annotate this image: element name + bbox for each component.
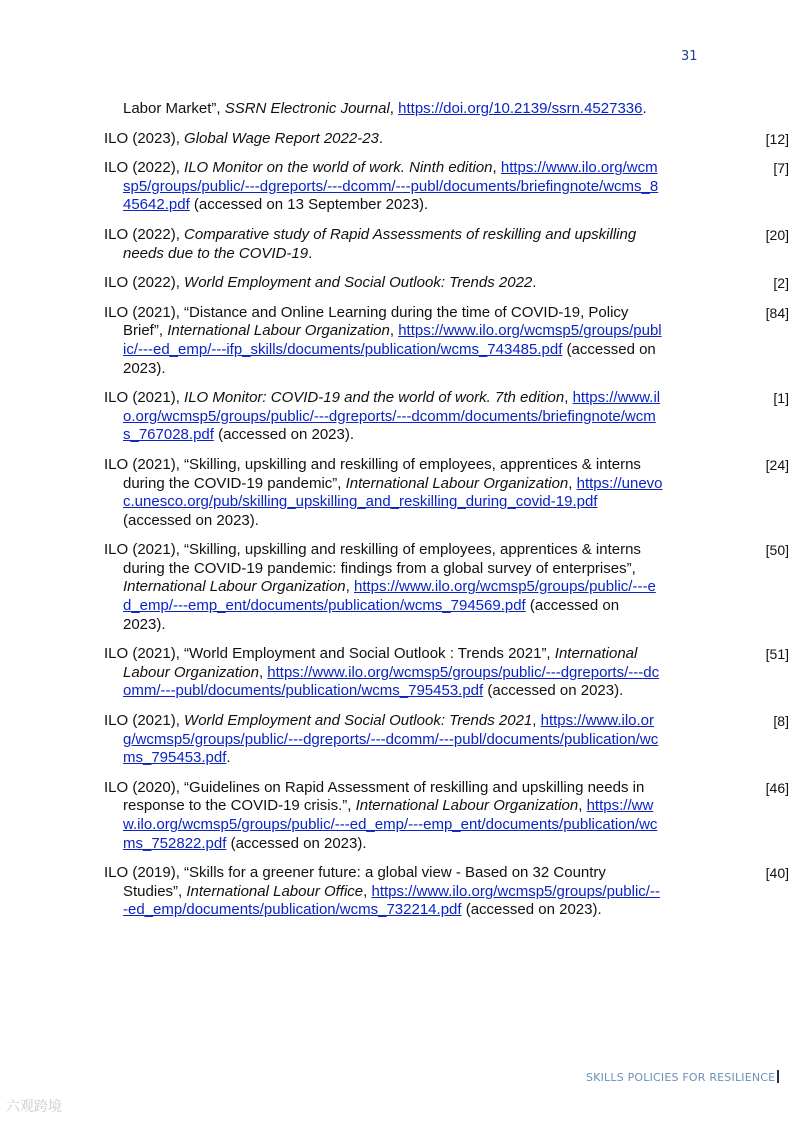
- reference-title: World Employment and Social Outlook: Trends 2022: [184, 274, 533, 292]
- running-footer: [586, 1070, 779, 1084]
- reference-title: International Labour Office: [186, 882, 364, 900]
- reference-number: [51]: [765, 646, 789, 663]
- reference-number: [84]: [765, 304, 789, 321]
- reference-link[interactable]: https://www.ilo.org/wcmsp5/groups/public/---dgreports/---dcomm/documents/briefingnote/wcms_767028.pdf: [123, 389, 661, 444]
- reference-number: [24]: [765, 456, 789, 473]
- reference-number: [8]: [773, 713, 789, 730]
- reference-link[interactable]: https://doi.org/10.2139/ssrn.4527336: [398, 100, 643, 117]
- footer-text: SKILLS POLICIES FOR RESILIENCE: [586, 1071, 776, 1084]
- watermark: [6, 1096, 62, 1116]
- reference-number: [20]: [765, 226, 789, 243]
- reference-title: World Employment and Social Outlook: Trends 2021: [184, 712, 533, 730]
- reference-title: International Labour Organization: [123, 578, 346, 596]
- reference-title: Comparative study of Rapid Assessments of reskilling and upskilling needs due to the COVID-19: [123, 225, 637, 262]
- reference-number: [1]: [773, 390, 789, 407]
- reference-item: ILO (2021), “Skilling, upskilling and reskilling of employees, apprentices & interns during the COVID-19 pandemic: findings from a global survey of enterprises”, International Labour Organization, https://www.ilo.org/wcmsp5/groups/public/---ed_emp/---emp_ent/documents/publication/wcms_794569.pdf (accessed on 2023). [50]: [104, 541, 789, 633]
- reference-title: Global Wage Report 2022-23: [184, 129, 379, 147]
- reference-item: ILO (2022), World Employment and Social Outlook: Trends 2022. [2]: [104, 274, 789, 292]
- reference-link[interactable]: https://www.ilo.org/wcmsp5/groups/public/---dgreports/---dcomm/---publ/documents/briefingnote/wcms_845642.pdf: [123, 159, 659, 214]
- reference-link[interactable]: https://www.ilo.org/wcmsp5/groups/public/---ed_emp/---emp_ent/documents/publication/wcms_794569.pdf: [123, 578, 656, 615]
- reference-number: [46]: [765, 779, 789, 796]
- reference-item: ILO (2021), World Employment and Social Outlook: Trends 2021, https://www.ilo.org/wcmsp5/groups/public/---dgreports/---dcomm/---publ/documents/publication/wcms_795453.pdf. [8]: [104, 712, 789, 767]
- reference-title: SSRN Electronic Journal: [224, 100, 390, 117]
- reference-link[interactable]: https://www.ilo.org/wcmsp5/groups/public/---ed_emp/---emp_ent/documents/publication/wcms_752822.pdf: [123, 797, 658, 852]
- reference-link[interactable]: https://www.ilo.org/wcmsp5/groups/public/---ed_emp/documents/publication/wcms_732214.pdf: [123, 882, 660, 919]
- reference-number: [7]: [773, 160, 789, 177]
- reference-title: International Labour Organization: [355, 797, 579, 815]
- reference-link[interactable]: https://www.ilo.org/wcmsp5/groups/public/---dgreports/---dcomm/---publ/documents/publication/wcms_795453.pdf: [123, 663, 660, 700]
- reference-number: [2]: [773, 275, 789, 292]
- reference-link[interactable]: https://www.ilo.org/wcmsp5/groups/public/---ed_emp/---ifp_skills/documents/publication/wcms_743485.pdf: [123, 322, 662, 358]
- reference-item: ILO (2019), “Skills for a greener future: a global view - Based on 32 Country Studies”, International Labour Office, https://www.ilo.org/wcmsp5/groups/public/---ed_emp/documents/publication/wcms_732214.pdf (accessed on 2023). [40]: [104, 864, 789, 919]
- reference-number: [40]: [765, 865, 789, 882]
- reference-list: [104, 100, 789, 931]
- reference-title: International Labour Organization: [123, 645, 638, 681]
- reference-number: [50]: [765, 542, 789, 559]
- reference-link[interactable]: https://www.ilo.org/wcmsp5/groups/public/---dgreports/---dcomm/---publ/documents/publication/wcms_795453.pdf: [123, 712, 659, 767]
- page-number: 31: [681, 49, 698, 64]
- reference-item: Labor Market”, SSRN Electronic Journal, https://doi.org/10.2139/ssrn.4527336.: [123, 100, 647, 117]
- reference-item: ILO (2021), ILO Monitor: COVID-19 and the world of work. 7th edition, https://www.ilo.org/wcmsp5/groups/public/---dgreports/---dcomm/documents/briefingnote/wcms_767028.pdf (accessed on 2023). [1]: [104, 389, 789, 444]
- watermark-text: 六观跨境: [6, 1099, 62, 1115]
- reference-title: International Labour Organization: [345, 474, 569, 492]
- footer-bar: [777, 1070, 779, 1083]
- reference-item: ILO (2021), “Skilling, upskilling and reskilling of employees, apprentices & interns during the COVID-19 pandemic”, International Labour Organization, https://unevoc.unesco.org/pub/skilling_upskilling_and_reskilling_during_covid-19.pdf (accessed on 2023). [24]: [104, 455, 789, 529]
- reference-number: [12]: [765, 130, 789, 147]
- reference-title: ILO Monitor on the world of work. Ninth edition: [184, 159, 493, 177]
- reference-title: ILO Monitor: COVID-19 and the world of work. 7th edition: [184, 389, 565, 407]
- reference-item: ILO (2021), “World Employment and Social Outlook : Trends 2021”, International Labour Organization, https://www.ilo.org/wcmsp5/groups/public/---dgreports/---dcomm/---publ/documents/publication/wcms_795453.pdf (accessed on 2023). [51]: [104, 645, 789, 700]
- reference-item: ILO (2022), Comparative study of Rapid Assessments of reskilling and upskilling needs due to the COVID-19. [20]: [104, 225, 789, 262]
- reference-link[interactable]: https://unevoc.unesco.org/pub/skilling_upskilling_and_reskilling_during_covid-19.pdf: [123, 474, 663, 511]
- reference-title: International Labour Organization: [167, 322, 390, 340]
- reference-item: ILO (2022), ILO Monitor on the world of work. Ninth edition, https://www.ilo.org/wcmsp5/groups/public/---dgreports/---dcomm/---publ/documents/briefingnote/wcms_845642.pdf (accessed on 13 September 2023). [7]: [104, 159, 789, 214]
- reference-item: ILO (2020), “Guidelines on Rapid Assessment of reskilling and upskilling needs in response to the COVID-19 crisis.”, International Labour Organization, https://www.ilo.org/wcmsp5/groups/public/---ed_emp/---emp_ent/documents/publication/wcms_752822.pdf (accessed on 2023). [46]: [104, 778, 789, 852]
- reference-item: ILO (2021), “Distance and Online Learning during the time of COVID-19, Policy Brief”, International Labour Organization, https://www.ilo.org/wcmsp5/groups/public/---ed_emp/---ifp_skills/documents/publication/wcms_743485.pdf (accessed on 2023). [84]: [104, 303, 789, 377]
- reference-item: ILO (2023), Global Wage Report 2022-23. [12]: [104, 129, 789, 147]
